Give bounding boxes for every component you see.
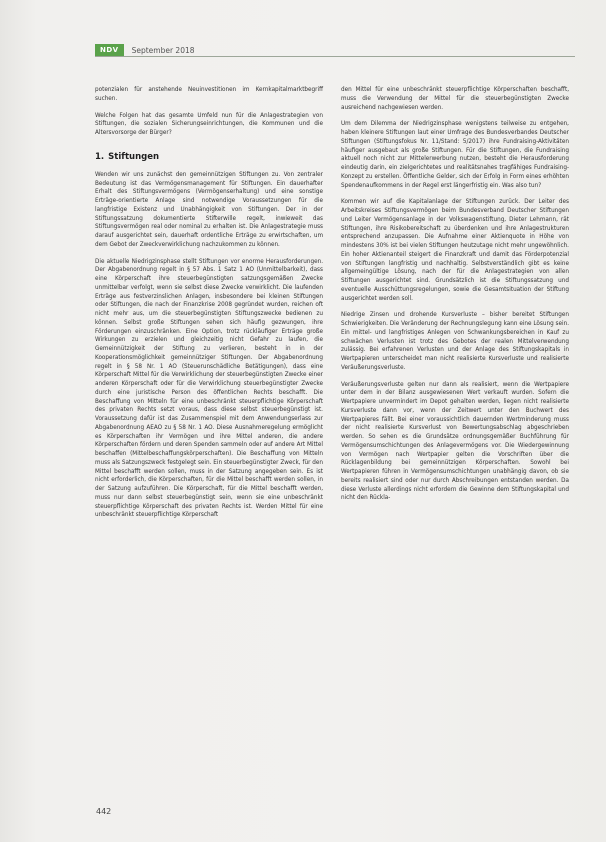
section-title: Stiftungen	[108, 151, 160, 162]
right-column	[341, 86, 569, 511]
publication-badge: NDV	[95, 44, 124, 56]
paragraph: Welche Folgen hat das gesamte Umfeld nun für die Anlagestrategien von Stiftungen, die sozialen Sicherungseinrichtungen, die Kommunen und die Altersvorsorge der Bürger?	[95, 112, 323, 136]
page-number: 442	[96, 807, 112, 816]
paragraph: Veräußerungsverluste gelten nur dann als realisiert, wenn die Wertpapiere unter dem in der Bilanz ausgewiesenen Wert verkauft wurden. Sofern die Wertpapiere unvermindert im Depot gehalten werden, liegen nicht realisierte Kursverluste dann vor, wenn der Zeitwert unter den Buchwert des Wertpapieres fällt. Bei einer voraussichtlich dauernden Wertminderung muss der nicht realisierte Kursverlust von Bewertungsabschlag abgeschrieben werden. So sehen es die Grundsätze ordnungsgemäßer Buchführung für Vermögensumschichtungen des Anlagevermögens vor. Die Wiedergewinnung von Vermögen nach Wertpapier gelten die Vorschriften über die Rücklagenbildung bei gemeinnützigen Körperschaften. Sowohl bei Wertpapieren führen in Vermögensumschichtungen unabhängig davon, ob sie bereits realisiert sind oder nur durch Abschreibungen entstanden werden. Da diese Verluste allerdings nicht erfordern die Gewinne dem Stiftungskapital und nicht den Rückla-	[341, 381, 569, 502]
paragraph: potenzialen für anstehende Neuinvestitionen im Kernkapitalmarktbegriff suchen.	[95, 87, 323, 102]
paragraph: den Mittel für eine unbeschränkt steuerpflichtige Körperschaften beschafft, muss die Verwendung der Mittel für die steuerbegünstigten Zwecke ausreichend nachgewiesen werden.	[341, 87, 569, 111]
paragraph: Um dem Dilemma der Niedrigzinsphase wenigstens teilweise zu entgehen, haben kleinere Stiftungen laut einer Umfrage des Bundesverbandes Deutscher Stiftungen (Stiftungsfokus Nr. 11/Stand: 5/2017) ihre Fundraising-Aktivitäten häufiger ausgebaut als große Stiftungen. Für die Stiftungen, die Fundraising aktuell noch nicht zur Mittelerwerbung nutzen, besteht die Herausforderung eindeutig darin, ein zielgerichtetes und realitätsnahes tragfähiges Fundraising-Konzept zu erstellen. Öffentliche Gelder, sich der Erfolg in Form eines erhöhten Spendenaufkommens in der Regel erst längerfristig ein. Was also tun?	[341, 121, 569, 189]
header-divider	[95, 56, 575, 57]
paragraph: Die aktuelle Niedrigzinsphase stellt Stiftungen vor enorme Herausforderungen. Der Abgabenordnung regelt in § 57 Abs. 1 Satz 1 AO (Unmittelbarkeit), dass eine Körperschaft ihre steuerbegünstigten satzungsgemäßen Zwecke unmittelbar verfolgt, wenn sie selbst diese Zwecke verwirklicht. Die laufenden Erträge aus festverzinslichen Anlagen, insbesondere bei kleinen Stiftungen oder Stiftungen, die nach der Finanzkrise 2008 gegründet wurden, reichen oft nicht mehr aus, um die steuerbegünstigten Stiftungszwecke bedienen zu können. Selbst große Stiftungen sehen sich häufig gezwungen, ihre Förderungen einzuschränken. Eine Option, trotz rückläufiger Erträge große Wirkungen zu erzielen und gleichzeitig nicht Gefahr zu laufen, die Gemeinnützigkeit der Stiftung zu verlieren, besteht in in der Kooperationsmöglichkeit gemeinnütziger Stiftungen. Der Abgabenordnung regelt in § 58 Nr. 1 AO (Steuerunschädliche Betätigungen), dass eine Körperschaft Mittel für die Verwirklichung der steuerbegünstigten Zwecke einer anderen Körperschaft oder für die Verwirklichung steuerbegünstigter Zwecke durch eine juristische Person des öffentlichen Rechts beschafft. Die Beschaffung von Mitteln für eine unbeschränkt steuerpflichtige Körperschaft des privaten Rechts setzt voraus, dass diese selbst steuerbegünstigt ist. Voraussetzung dafür ist das Zusammenspiel mit dem Anwendungserlass zur Abgabenordnung AEAO zu § 58 Nr. 1 AO. Diese Ausnahmeregelung ermöglicht es Körperschaften ihr Vermögen und ihre Mittel anderen, die andere Körperschaften fördern und deren Spenden sammeln oder auf andere Art Mittel beschaffen (Mittelbeschaffungskörperschaften). Die Beschaffung von Mitteln muss als Satzungszweck festgelegt sein. Ein steuerbegünstigter Zweck, für den Mittel beschafft werden sollen, muss in der Satzung angegeben sein. Es ist nicht erforderlich, die Körperschaften, für die Mittel beschafft werden sollen, in der Satzung aufzuführen. Die Körperschaft, für die Mittel beschafft werden, muss nur dann selbst steuerbegünstigt sein, wenn sie eine unbeschränkt steuerpflichtige Körperschaft des privaten Rechts ist. Werden Mittel für eine unbeschränkt steuerpflichtige Körperschaft	[95, 258, 323, 519]
left-column	[95, 86, 323, 528]
paragraph: Niedrige Zinsen und drohende Kursverluste – bisher bereitet Stiftungen Schwierigkeiten. Die Veränderung der Rechnungslegung kann eine Lösung sein. Ein mittel- und langfristiges Anlegen von Schwankungsbereichen in Kauf zu schwächen Verlusten ist trotz des Gebotes der realen Mittelverwendung zulässig. Bei erfahrenen Verlusten und der Anlage des Stiftungskapitals in Wertpapieren unterscheidet man nicht realisierte Kursverluste und realisierte Veräußerungsverluste.	[341, 312, 569, 371]
section-number: 1.	[95, 151, 105, 162]
issue-date: September 2018	[131, 45, 195, 55]
paragraph: Kommen wir auf die Kapitalanlage der Stiftungen zurück. Der Leiter des Arbeitskreises Stiftungsvermögen beim Bundesverband Deutscher Stiftungen und Leiter Vermögensanlage in der Volkswagenstiftung, Dieter Lehmann, rät Stiftungen, ihre Risikobereitschaft zu überdenken und ihre Anlagestrukturen entsprechend anzupassen. Die Aufnahme einer Aktienquote in Höhe von mindestens 30% ist bei vielen Stiftungen heutzutage nicht mehr ungewöhnlich. Ein hoher Aktienanteil steigert die Finanzkraft und damit das Förderpotenzial von Stiftungen langfristig und nachhaltig. Selbstverständlich gibt es keine allgemeingültige Lösung, nach der für die Anlagestrategien von allen Stiftungen ausgerichtet sind. Grundsätzlich ist die Stiftungssatzung und eventuelle Ausschüttungsregelungen, sowie die Gesamtsituation der Stiftung ausgerichtet werden soll.	[341, 199, 569, 302]
paragraph: Wenden wir uns zunächst den gemeinnützigen Stiftungen zu. Von zentraler Bedeutung ist das Vermögensmanagement für Stiftungen. Ein dauerhafter Erhalt des Stiftungsvermögens (Vermögenserhaltung) und eine sonstige Erträge-orientierte Anlage sind notwendige Voraussetzungen für die langfristige Existenz und Unabhängigkeit von Stiftungen. Der in der Stiftungssatzung dokumentierte Stifterwille regelt, inwieweit das Stiftungsvermögen real oder nominal zu erhalten ist. Die Anlagestrategie muss darauf ausgerichtet sein, dauerhaft ordentliche Erträge zu erwirtschaften, um dem Gebot der Zweckverwirklichung nachzukommen zu können.	[95, 171, 323, 248]
section-heading	[95, 152, 323, 162]
page-header	[95, 44, 195, 56]
